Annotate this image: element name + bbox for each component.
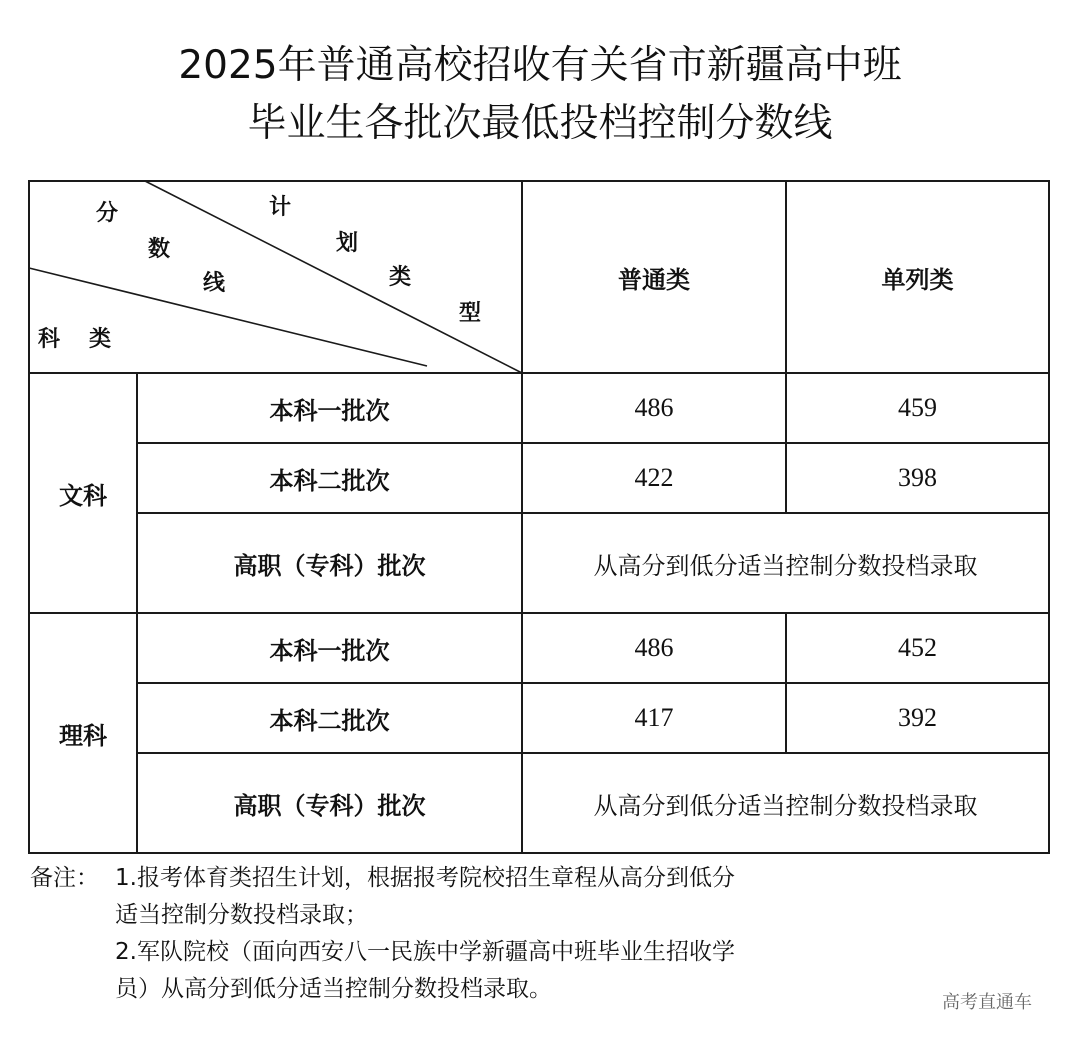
merged-note-cell: 从高分到低分适当控制分数投档录取 — [593, 551, 978, 580]
batch-label: 本科二批次 — [269, 706, 390, 735]
note-2-line-1: 2.军队院校（面向西安八一民族中学新疆高中班毕业生招收学 — [115, 939, 735, 965]
score-cell: 417 — [634, 703, 674, 732]
note-2-line-2: 员）从高分到低分适当控制分数投档录取。 — [115, 976, 552, 1002]
corner-char-xian: 线 — [203, 271, 226, 296]
score-cell: 452 — [898, 633, 937, 662]
batch-label: 高职（专科）批次 — [233, 551, 426, 580]
batch-label: 本科一批次 — [269, 396, 390, 425]
note-1-line-1: 1.报考体育类招生计划，根据报考院校招生章程从高分到低分 — [115, 865, 735, 891]
corner-char-hua: 划 — [336, 231, 359, 256]
column-header-separate: 单列类 — [881, 265, 954, 294]
corner-char-xing: 型 — [459, 301, 482, 326]
score-cell: 486 — [634, 633, 674, 662]
corner-char-ke: 科 — [38, 327, 61, 352]
corner-char-ji: 计 — [269, 195, 292, 220]
merged-note-cell: 从高分到低分适当控制分数投档录取 — [593, 791, 978, 820]
score-cell: 398 — [898, 463, 937, 492]
page-title-line-2: 毕业生各批次最低投档控制分数线 — [247, 101, 833, 146]
corner-char-shu: 数 — [148, 237, 171, 262]
corner-diagonal-1 — [145, 181, 522, 373]
subject-science: 理科 — [59, 721, 107, 750]
column-header-general: 普通类 — [618, 265, 690, 294]
score-cell: 422 — [634, 463, 674, 492]
watermark: 高考直通车 — [942, 992, 1032, 1013]
subject-liberal-arts: 文科 — [59, 481, 107, 510]
batch-label: 本科二批次 — [269, 466, 390, 495]
score-cell: 392 — [898, 703, 937, 732]
page-title-line-1: 2025年普通高校招收有关省市新疆高中班 — [178, 43, 902, 88]
corner-char-lei: 类 — [389, 265, 412, 290]
batch-label: 本科一批次 — [269, 636, 390, 665]
notes-section — [30, 860, 735, 1008]
corner-char-fen: 分 — [96, 201, 119, 226]
notes-label: 备注： — [30, 865, 99, 891]
score-cell: 459 — [898, 393, 937, 422]
score-cell: 486 — [634, 393, 674, 422]
corner-char-lei2: 类 — [89, 327, 112, 352]
note-1-line-2: 适当控制分数投档录取； — [115, 902, 368, 928]
batch-label: 高职（专科）批次 — [233, 791, 426, 820]
